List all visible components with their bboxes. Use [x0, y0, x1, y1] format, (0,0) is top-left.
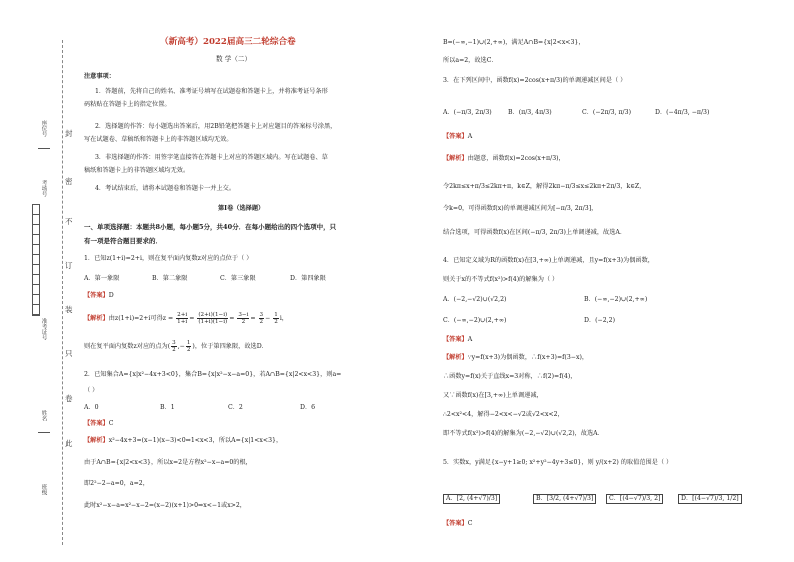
- q5-option-a: A．[2, (4+√7)/3]: [443, 494, 500, 504]
- q5-option-c: C．[(4−√7)/3, 2]: [606, 494, 663, 504]
- exam-room-label: 考场号: [40, 180, 47, 197]
- q1-fraction-3: $\frac{3-i}{2}$: [238, 312, 249, 326]
- q2-analysis-tag: 【解析】: [84, 437, 109, 444]
- q5-option-d: D．[(4−√7)/3, 1/2]: [678, 494, 742, 504]
- section-heading-1: 一、单项选择题：本题共8小题，每小题5分，共40分．在每小题给出的四个选项中，只: [84, 223, 337, 231]
- seal-char-8: 此: [65, 439, 73, 448]
- q2-continued-1: B=(−∞,−1)∪(2,+∞)，满足A∩B={x|2<x<3}，: [443, 39, 585, 46]
- seal-char-3: 不: [65, 217, 73, 226]
- q2-option-a: A．0: [84, 404, 99, 411]
- q3-analysis-tag: 【解析】: [443, 155, 468, 162]
- q1-analysis-2b: ，位于第四象限，故选D．: [194, 343, 268, 351]
- q4-analysis-5: 即不等式f(x²)>f(4)的解集为(−2,−√2)∪(√2,2)，故选A．: [443, 430, 604, 437]
- q3-option-a: A．(−π/3, 2π/3): [443, 109, 492, 116]
- section-heading-2: 有一项是符合题目要求的．: [84, 237, 162, 245]
- notice-line-7: 4．考试结束后，请将本试题卷和答题卡一并上交。: [95, 185, 236, 192]
- q4-analysis-tag: 【解析】: [443, 354, 468, 361]
- q1-fraction-1: $\frac{2+i}{1+i}$: [177, 312, 188, 326]
- q1-answer: D: [108, 292, 114, 299]
- q3-analysis-4: 结合选项，可得函数f(x)在区间(−π/3, 2π/3)上单调递减，故选A．: [443, 229, 627, 236]
- q4-analysis-1: ∵y=f(x+3)为偶函数，∴f(x+3)=f(3−x)，: [467, 354, 589, 361]
- q5-stem: 5．实数x，y满足{x−y+1≥0; x²+y²−4y+3≤0}，则 y/(x+2) 的取值范围是（ ）: [443, 459, 673, 466]
- admission-number-label: 准考证号: [40, 318, 47, 341]
- q2-paren: （ ）: [84, 387, 99, 394]
- q4-analysis-2: ∴函数y=f(x)关于直线x=3对称，∴f(2)=f(4)，: [443, 373, 577, 380]
- q1-option-b: B．第二象限: [152, 275, 188, 282]
- notice-line-4: 写在试题卷、草稿纸和答题卡上的非答题区域均无效。: [84, 136, 233, 143]
- page-subtitle: 数 学（二）: [216, 55, 252, 63]
- name-line: [38, 432, 50, 433]
- q3-option-b: B．(π/3, 4π/3): [508, 109, 552, 116]
- notice-line-6: 稿纸和答题卡上的非答题区域均无效。: [84, 167, 190, 174]
- q1-option-a: A．第一象限: [84, 275, 120, 282]
- q2-analysis-2: 由于A∩B={x|2<x<3}，所以x=2是方程x²−x−a=0的根，: [84, 459, 252, 466]
- q4-answer: A: [467, 336, 473, 343]
- q2-analysis-1: x²−4x+3=(x−1)(x−3)<0⇒1<x<3，所以A={x|1<x<3}，: [108, 437, 283, 444]
- notice-line-2: 码粘贴在答题卡上的指定位置。: [84, 101, 171, 108]
- seal-char-7: 卷: [65, 394, 73, 403]
- q1-fraction-5: $\frac{1}{2}$: [274, 312, 278, 326]
- q2-answer: C: [108, 420, 114, 427]
- q1-fraction-2: $\frac{(2+i)(1-i)}{(1+i)(1-i)}$: [198, 312, 228, 326]
- volume-title: 第Ⅰ卷（选择题）: [218, 205, 265, 212]
- q4-stem-1: 4．已知定义域为R的函数f(x)在[3,+∞)上单调递减，且y=f(x+3)为偶函数，: [443, 257, 654, 264]
- q2-analysis-4: 此时x²−x−a=x²−x−2=(x−2)(x+1)>0⇒x<−1或x>2，: [84, 502, 246, 509]
- q2-stem: 2．已知集合A={x|x²−4x+3<0}，集合B={x|x²−x−a=0}，若A∩B={x|2<x<3}，则a=: [84, 371, 342, 378]
- class-label: 班级: [40, 484, 47, 496]
- q2-option-b: B．1: [160, 404, 175, 411]
- q2-analysis-3: 即2²−2−a=0，a=2，: [84, 480, 149, 487]
- q3-answer-tag: 【答案】: [443, 133, 468, 140]
- q3-option-d: D．(−4π/3, −π/3): [655, 109, 710, 116]
- q3-option-c: C．(−2π/3, π/3): [582, 109, 631, 116]
- q2-answer-tag: 【答案】: [84, 420, 109, 427]
- name-label: 姓名: [40, 410, 47, 422]
- seal-char-4: 订: [65, 261, 73, 270]
- seal-char-6: 只: [65, 349, 73, 358]
- seal-char-1: 封: [65, 129, 73, 138]
- q3-stem: 3．在下列区间中，函数f(x)=2cos(x+π/3)的单调递减区间是（ ）: [443, 77, 627, 84]
- seal-char-5: 装: [65, 305, 73, 314]
- admission-number-boxes: [32, 204, 40, 316]
- seal-char-2: 密: [65, 177, 73, 186]
- notice-line-3: 2．选择题的作答：每小题选出答案后，用2B铅笔把答题卡上对应题目的答案标号涂黑，: [95, 123, 337, 130]
- q1-analysis-tag: 【解析】: [84, 315, 109, 323]
- q1-option-d: D．第四象限: [290, 275, 326, 282]
- q4-option-c: C．(−∞,−2)∪(2,+∞): [443, 317, 507, 324]
- q2-continued-2: 所以a=2，故选C．: [443, 57, 498, 64]
- q5-option-b: B．[3/2, (4+√7)/3]: [533, 494, 596, 504]
- notice-heading: 注意事项：: [84, 73, 115, 80]
- q5-answer-tag: 【答案】: [443, 520, 468, 527]
- q4-analysis-3: 又∵函数f(x)在[3,+∞)上单调递减，: [443, 392, 543, 399]
- q1-fraction-4: $\frac{3}{2}$: [259, 312, 264, 326]
- notice-line-5: 3．非选择题的作答：用签字笔直接答在答题卡上对应的答题区域内。写在试题卷、草: [95, 154, 328, 161]
- page-title: （新高考）2022届高三二轮综合卷: [160, 37, 296, 47]
- q4-option-d: D．(−2,2): [584, 317, 616, 324]
- binding-cut-line: [62, 40, 63, 545]
- q2-option-c: C．2: [228, 404, 243, 411]
- q3-analysis-3: 令k=0，可得函数f(x)的单调递减区间为[−π/3, 2π/3]，: [443, 205, 598, 212]
- q1-analysis-1: 由z(1+i)=2+i可得z =: [108, 315, 174, 323]
- q1-analysis-2a: 则在复平面内复数z对应的点为: [84, 343, 168, 351]
- seat-number-line: [38, 148, 50, 149]
- q2-option-d: D．6: [300, 404, 316, 411]
- q5-answer: C: [467, 520, 473, 527]
- q3-answer: A: [467, 133, 473, 140]
- notice-line-1: 1．答题前，先将自己的姓名、准考证号填写在试题卷和答题卡上，并将准考证号条形: [95, 88, 328, 95]
- q3-analysis-2: 令2kπ≤x+π/3≤2kπ+π，k∈Z，解得2kπ−π/3≤x≤2kπ+2π/3，k∈Z，: [443, 183, 646, 190]
- q1-option-c: C．第三象限: [220, 275, 256, 282]
- q3-analysis-1: 由题意，函数f(x)=2cos(x+π/3)，: [467, 155, 565, 162]
- q4-option-a: A．(−2,−√2)∪(√2,2): [443, 296, 507, 303]
- q1-answer-tag: 【答案】: [84, 292, 109, 299]
- q4-analysis-4: ∴2<x²<4，解得−2<x<−√2或√2<x<2，: [443, 411, 564, 418]
- q4-answer-tag: 【答案】: [443, 336, 468, 343]
- q4-option-b: B．(−∞,−2)∪(2,+∞): [584, 296, 648, 303]
- q4-stem-2: 则关于x的不等式f(x²)>f(4)的解集为（ ）: [443, 276, 559, 283]
- q1-stem: 1．已知z(1+i)=2+i，则在复平面内复数z对应的点位于（ ）: [84, 255, 253, 262]
- seat-number-label: 座位号: [40, 120, 47, 137]
